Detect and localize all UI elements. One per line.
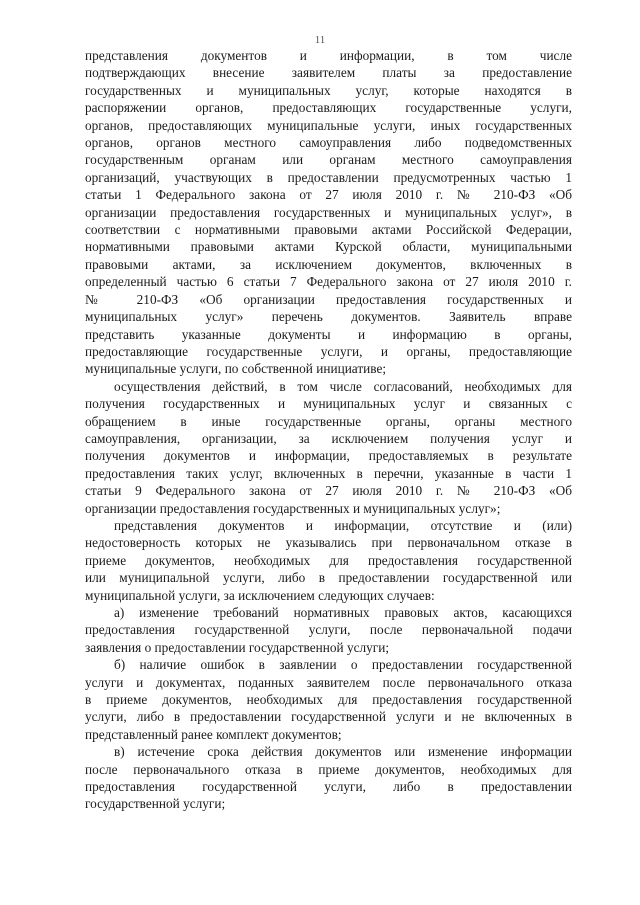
text-line: в приеме документов, необходимых для предоставления государственной bbox=[85, 692, 572, 708]
page-number: 11 bbox=[314, 34, 326, 46]
text-line: в) истечение срока действия документов или изменение информации bbox=[114, 744, 572, 760]
text-line: предоставления таких услуг, включенных в перечни, указанные в части 1 bbox=[85, 465, 572, 481]
paragraph bbox=[85, 604, 572, 656]
text-line: распоряжении органов, предоставляющих государственные услуги, bbox=[85, 100, 572, 116]
text-line: представления документов и информации, в том числе bbox=[85, 48, 572, 63]
text-line: органов, предоставляющих муниципальные услуги, иных государственных bbox=[85, 117, 572, 133]
text-line: правовыми актами, за исключением документов, включенных в bbox=[85, 256, 572, 272]
paragraph bbox=[85, 743, 572, 813]
text-line: получения документов и информации, предоставляемых в результате bbox=[85, 448, 572, 464]
text-line: приеме документов, необходимых для предоставления государственной bbox=[85, 552, 572, 568]
text-line: предоставляющие государственные услуги, и органы, предоставляющие bbox=[85, 343, 572, 359]
text-line: заявления о предоставлении государственной услуги; bbox=[85, 639, 390, 655]
text-line: обращением в иные государственные органы, органы местного bbox=[85, 413, 572, 429]
text-line: нормативными правовыми актами Курской области, муниципальными bbox=[85, 239, 572, 255]
text-line: определенный частью 6 статьи 7 Федерального закона от 27 июля 2010 г. bbox=[85, 274, 572, 290]
text-line: муниципальные услуги, по собственной инициативе; bbox=[85, 361, 387, 377]
paragraph bbox=[85, 517, 572, 604]
text-line: недостоверность которых не указывались при первоначальном отказе в bbox=[85, 535, 572, 551]
text-line: подтверждающих внесение заявителем платы за предоставление bbox=[85, 65, 572, 81]
text-line: муниципальной услуги, за исключением следующих случаев: bbox=[85, 587, 435, 603]
text-line: организаций, участвующих в предоставлении предусмотренных частью 1 bbox=[85, 169, 572, 185]
text-line: получения государственных и муниципальных услуг и связанных с bbox=[85, 396, 572, 412]
paragraph bbox=[85, 378, 572, 517]
text-line: статьи 1 Федерального закона от 27 июля 2010 г. № 210-ФЗ «Об bbox=[85, 187, 572, 203]
text-line: услуги, либо в предоставлении государственной услуги и не включенных в bbox=[85, 709, 572, 725]
text-line: осуществления действий, в том числе согласований, необходимых для bbox=[114, 378, 572, 394]
text-line: соответствии с нормативными правовыми актами Российской Федерации, bbox=[85, 222, 572, 238]
text-line: статьи 9 Федерального закона от 27 июля 2010 г. № 210-ФЗ «Об bbox=[85, 483, 572, 499]
text-line: № 210-ФЗ «Об организации предоставления государственных и bbox=[85, 291, 572, 307]
text-line: муниципальных услуг» перечень документов. Заявитель вправе bbox=[85, 309, 572, 325]
text-line: самоуправления, организации, за исключением получения услуг и bbox=[85, 430, 572, 446]
text-line: представленный ранее комплект документов; bbox=[85, 726, 342, 742]
text-line: организации предоставления государственных и муниципальных услуг», в bbox=[85, 204, 572, 220]
text-line: государственным органам или органам местного самоуправления bbox=[85, 152, 572, 168]
text-line: предоставления государственной услуги, либо в предоставлении bbox=[85, 779, 572, 795]
text-line: органов, органов местного самоуправления либо подведомственных bbox=[85, 135, 572, 151]
text-line: государственных и муниципальных услуг, которые находятся в bbox=[85, 82, 572, 98]
text-line: представления документов и информации, отсутствие и (или) bbox=[114, 517, 572, 533]
paragraph bbox=[85, 656, 572, 743]
text-line: а) изменение требований нормативных правовых актов, касающихся bbox=[114, 605, 572, 620]
paragraph bbox=[85, 47, 572, 378]
text-line: услуги и документах, поданных заявителем после первоначального отказа bbox=[85, 674, 572, 690]
text-line: б) наличие ошибок в заявлении о предоставлении государственной bbox=[114, 657, 572, 673]
text-line: после первоначального отказа в приеме документов, необходимых для bbox=[85, 761, 572, 777]
text-line: организации предоставления государственных и муниципальных услуг»; bbox=[85, 500, 501, 516]
document-body bbox=[85, 47, 572, 813]
text-line: представить указанные документы и информацию в органы, bbox=[85, 326, 572, 342]
text-line: предоставления государственной услуги, после первоначальной подачи bbox=[85, 622, 572, 638]
text-line: государственной услуги; bbox=[85, 796, 226, 812]
text-line: или муниципальной услуги, либо в предоставлении государственной или bbox=[85, 570, 572, 586]
